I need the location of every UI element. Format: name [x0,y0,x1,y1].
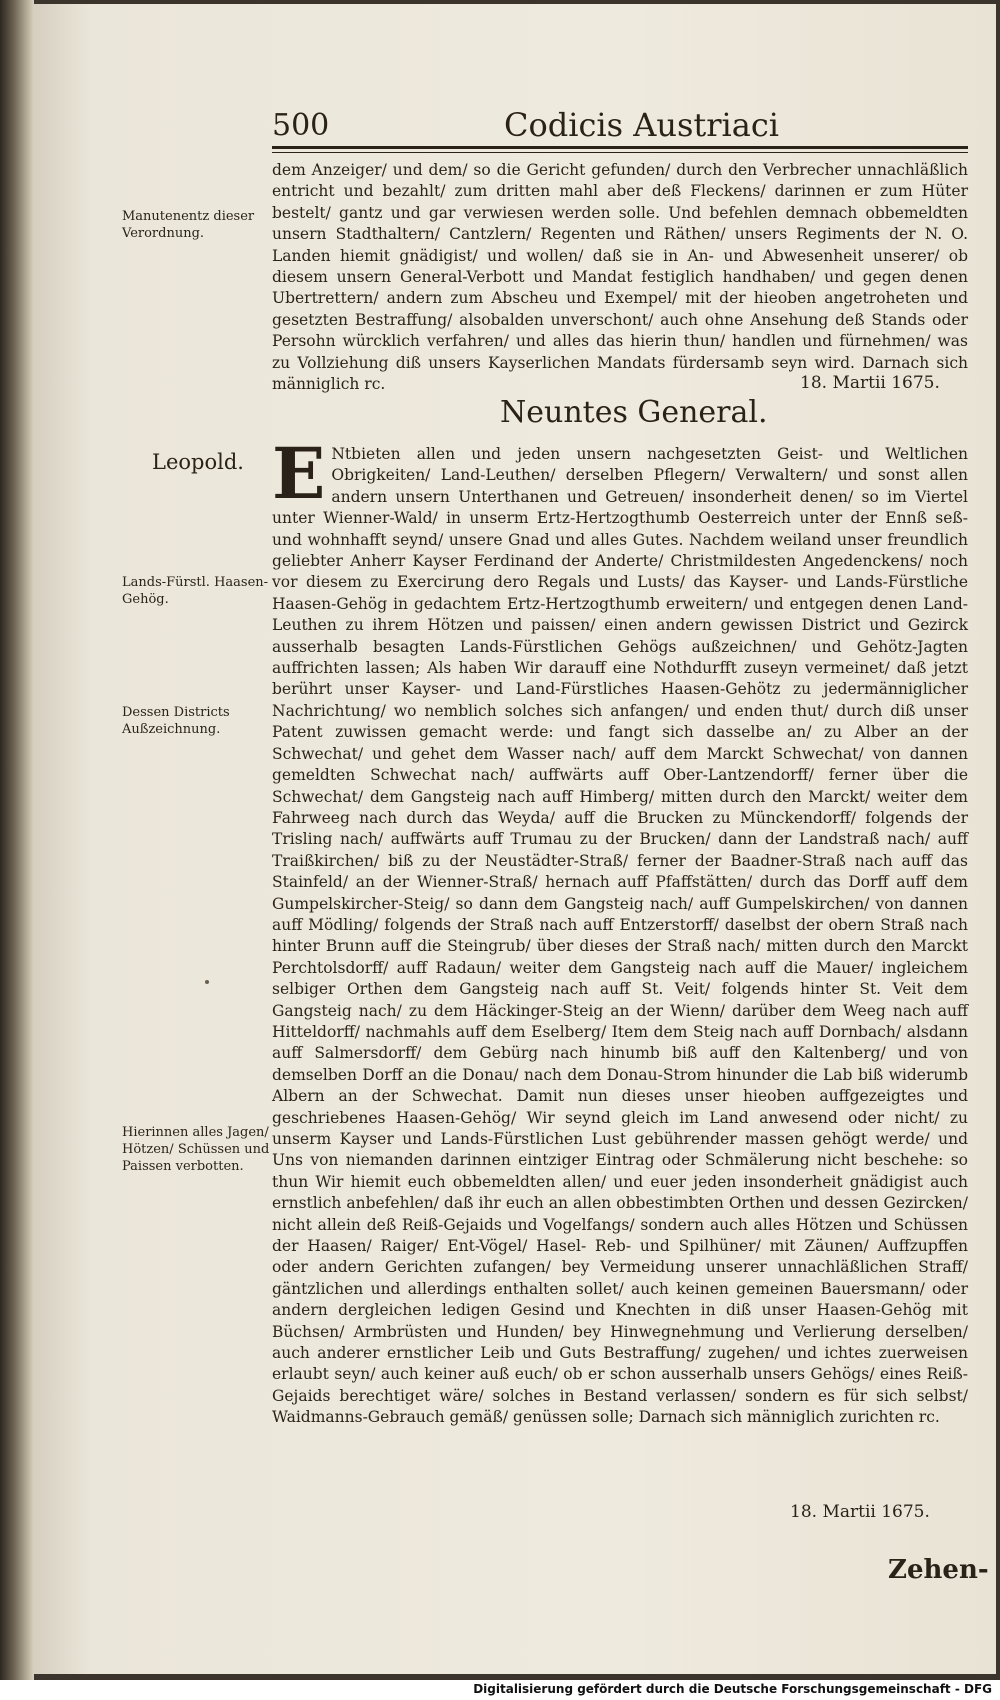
running-title: Codicis Austriaci [504,106,779,144]
page-number: 500 [272,108,330,143]
patent-body [272,432,968,1444]
patent-text: Ntbieten allen und jeden unsern nachgesetzten Geist- und Weltlichen Obrigkeiten/ Land-Leuthen/ derselben Pflegern/ Verwaltern/ und sonst allen andern unsern Unterthanen und Getreuen/ insonderheit denen/ so im Viertel unter Wienner-Wald/ in unserm Ertz-Hertzogthumb Oesterreich unter der Ennß seß- und wohnhafft seynd/ unsere Gnad und alles Gutes. Nachdem weiland unser freundlich geliebter Anherr Kayser Ferdinand der Anderte/ Christmildesten Angedenckens/ noch vor diesem zu Exercirung dero Regals und Lusts/ das Kayser- und Lands-Fürstliche Haasen-Gehög in gedachtem Ertz-Hertzogthumb erweitern/ und entgegen denen Land-Leuthen zu ihrem Hötzen und paissen/ einen andern gewissen District und Gezirck ausserhalb besagten Lands-Fürstlichen Gehögs außzeichnen/ und Gehötz-Jagten auffrichten lassen; Als haben Wir darauff eine Nothdurfft zuseyn vermeinet/ daß jetzt berührt unser Kayser- und Land-Fürstliches Haasen-Gehötz zu jedermänniglicher Nachrichtung/ wo nemblich solches sich anfangen/ und enden thut/ durch diß unser Patent zuwissen gemacht werde: und fangt sich dasselbe an/ zu Alber an der Schwechat/ und gehet dem Wasser nach/ auff dem Marckt Schwechat/ von dannen gemeldten Schwechat nach/ auffwärts auff Ober-Lantzendorff/ ferner über die Schwechat/ dem Gangsteig nach auff Himberg/ mitten durch den Marckt/ weiter dem Fahrweeg nach durch das Weyda/ auff die Brucken zu Münckendorff/ folgends der Trisling nach/ auffwärts auff Trumau zu der Brucken/ dann der Landstraß nach/ auff Traißkirchen/ biß zu der Neustädter-Straß/ ferner der Baadner-Straß nach auff das Stainfeld/ an der Wienner-Straß/ hernach auff Pfaffstätten/ durch das Dorff auff dem Gumpelskircher-Steig/ so dann dem Gangsteig nach/ auff Gumpelskirchen/ von dannen auff Mödling/ folgends der Straß nach auff Entzerstorff/ daselbst der obern Straß nach hinter Brunn auff die Steingrub/ über dieses der Straß nach/ mitten durch den Marckt Perchtolsdorff/ auff Radaun/ weiter dem Gangsteig nach auff die Mauer/ ingleichem selbiger Orthen dem Gangsteig nach auff St. Veit/ folgends hinter St. Veit dem Gangsteig nach/ zu dem Häckinger-Steig an der Wienn/ darüber dem Weeg nach auff Hitteldorff/ nachmahls auff dem Eselberg/ Item dem Steig nach auff Dornbach/ alsdann auff Salmersdorff/ dem Gebürg nach hinumb biß auff den Kaltenberg/ und von demselben Dorff an die Donau/ nach dem Donau-Strom hinunder die Lab biß widerumb Albern an der Schwechat. Damit nun dieses unser hieoben auffgezeigtes und geschriebenes Haasen-Gehög/ Wir seynd gleich im Land anwesend oder nicht/ zu unserm Kayser und Lands-Fürstlichen Lust gebührender massen gehögt werde/ und Uns von niemanden darinnen eintziger Eintrag oder Schmälerung nicht beschehe: so thun Wir hiemit euch obbemeldten allen/ und euer jeden insonderheit gnädigist auch ernstlich anbefehlen/ daß ihr euch an allen obbestimbten Orthen und dessen Gezircken/ nicht allein deß Reiß-Gejaids und Vogelfangs/ sondern auch alles Hötzen und Schüssen der Haasen/ Raiger/ Ent-Vögel/ Hasel- Reb- und Spilhüner/ mit Zäunen/ Auffzupffen oder andern Gerichten zufangen/ bey Vermeidung unserer unnachläßlichen Straff/ gäntzlichen und allerdings enthalten sollet/ auch keinen gemeinen Bauersmann/ oder andern dergleichen ledigen Gesind und Knechten in diß unser Haasen-Gehög mit Büchsen/ Armbrüsten und Hunden/ bey Hinwegnehmung und Verlierung derselben/ auch anderer ernstlicher Leib und Guts Bestraffung/ zugehen/ und ichtes zuerweisen erlaubt seyn/ auch keiner auß euch/ ob er schon ausserhalb unsers Gehögs/ eines Reiß-Gejaids berechtiget wäre/ solches in Bestand verlassen/ sondern es für sich selbst/ Waidmanns-Gebrauch gemäß/ genüssen solle; Darnach sich männiglich zurichten rc. [272,445,968,1427]
book-spine [0,0,34,1700]
ink-speck [205,980,209,984]
issuer-name: Leopold. [152,450,244,474]
paragraph-continuation: dem Anzeiger/ und dem/ so die Gericht gefunden/ durch den Verbrecher unnachläßlich entricht und bezahlt/ zum dritten mahl aber deß Fleckens/ darinnen er zum Hüter bestelt/ gantz und gar verwiesen werden solle. Und befehlen demnach obbemeldten unsern Stadthaltern/ Cantzlern/ Regenten und Räthen/ unsers Regiments der N. O. Landen hiemit gnädigist/ und wollen/ daß sie in An- und Abwesenheit unserer/ ob diesem unsern General-Verbott und Mandat festiglich handhaben/ und gegen denen Ubertrettern/ andern zum Abscheu und Exempel/ mit der hieoben angetroheten und gesetzten Bestraffung/ alsobalden unverschont/ auch ohne Ansehung deß Stands oder Persohn würcklich verfahren/ und alles das hierin thun/ handlen und fürnehmen/ was zu Vollziehung diß unsers Kayserlichen Mandats fürdersamb seyn wird. Darnach sich männiglich rc. [272,161,968,394]
page-header [272,108,964,148]
margin-note-haasen-gehoeg: Lands-Fürstl. Haasen-Gehög. [122,575,269,607]
catchword: Zehen- [888,1555,989,1585]
header-rule-thin [272,152,968,153]
footer-credit: Digitalisierung gefördert durch die Deutsche Forschungsgemeinschaft - DFG [473,1682,992,1696]
date-second: 18. Martii 1675. [790,1502,930,1522]
drop-cap: E [272,432,326,515]
margin-note-manutenentz: Manutenentz dieser Verordnung. [122,209,255,241]
margin-note-districts: Dessen Districts Außzeichnung. [122,705,230,737]
date-first: 18. Martii 1675. [800,373,940,393]
header-rule [272,146,968,149]
margin-note-verbot: Hierinnen alles Jagen/ Hötzen/ Schüssen und Paissen verbotten. [122,1125,270,1174]
footer-bar [0,1680,1000,1700]
section-title: Neuntes General. [500,395,768,430]
